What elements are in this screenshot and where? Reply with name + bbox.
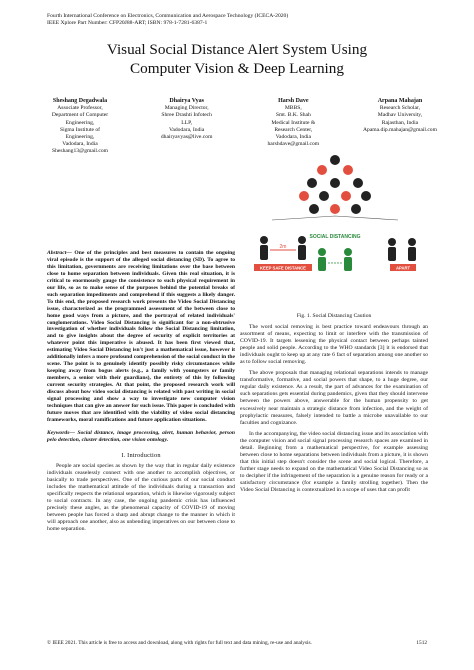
keywords-label: Keywords— [47,429,75,436]
conference-line: Fourth International Conference on Electronics, Communication and Aerospace Technology (ICECA-2020) [47,13,289,19]
author-2 [137,98,237,156]
section-heading: I. Introduction [121,451,161,459]
keywords [47,430,235,444]
author-name: Arpana Mahajan [377,98,423,104]
apart-label: APART [395,265,411,271]
keywords-text: Social distance, image processing, alert, human behavior, person pelo detection, cluster detection, one vision ontology. [47,429,235,443]
paragraph: The word social removing is best practice toward endeavours through an assortment of means, expecting to limit or interfere with the transmission of COVID-19. It targets lessening the physical contact between perhaps tainted people and solid people. According to the WHO standards [3] it is endorsed that individuals ought to keep up at any rate 6 fact of separation among one another so as to follow social removing. [240,324,428,366]
figure-caption: Fig. 1. Social Distancing Caution [296,313,372,319]
abstract [47,250,235,424]
author-affil: Engineering, [65,119,95,126]
paragraph: People are social species as shown by the way that in regular daily existence individuals ceaselessly connect with one another to accomplish objectives, or basically to trade perspectives. One of the curious parts of our social conduct includes the mathematical attitude of the individuals during a transaction and specifically respects the relational separation, which is likewise vigorously subject to social contracts. In any case, the ongoing pandemic crisis has influenced precisely these angles, as the phenomenal capacity of COVID-19 of moving between people has forced a sharp and abrupt change to the manner in which it will approach one another, also as unbending imperatives on our between close to home separation. [47,462,235,533]
author-affil: Research Scholar, [379,105,421,112]
copyright-notice: © IEEE 2021. This article is free to access and download, along with rights for full text and data mining, re-use and analysis. [47,640,312,646]
paper-title [0,40,474,78]
author-name: Dhairya Vyas [169,98,204,104]
left-column [47,250,235,537]
title-line-2: Computer Vision & Deep Learning [130,60,344,77]
author-affil: Associate Professor, [57,105,103,112]
author-email: dhairyavyas@live.com [160,134,213,141]
author-affil: Medical Institute & [271,119,316,126]
paragraph: In the accompanying, the video social distancing issue and its association with the computer vision and social signal processing research spaces are examined in detail. Beginning from a mathematical perspective, for example assessing between close to home separations between individuals from a picture, it is shown that this initial step doesn't consider the scene and social logical. Therefore, a further stage needs to expand on the mathematical Video Social Distancing so as to decipher if the infringement of the separation is a genuine reason for ready or a satisfactory circumstance (for example a family strolling together). Then the Video Social Distancing is contextualized in a scope of uses that can profit [240,430,428,494]
right-column [240,324,428,498]
social-distancing-label: SOCIAL DISTANCING [309,234,361,240]
author-affil: Vadodara, India [168,126,205,133]
conference-header [47,13,288,27]
author-affil: LLP, [181,119,193,126]
author-name: Harsh Dave [278,98,309,104]
author-affil: Vadodara, India [62,141,98,148]
author-affil: Engineering, [65,134,95,141]
paragraph: The above proposals that managing relational separations intends to manage transformative, formative, and social powers that shape, to a huge degree, our regular daily existence. As a result, the part of advances for the examination of such separations gets essential during pandemics, given that they should intervene between the powers above, answerable for the human propensity to get excessively near maintain a strategic distance from infection, and the weight of prophylactic measures, falsely intended to battle a microbe unavailable to our faculties and cognizance. [240,370,428,426]
author-email: Apama.dip.mahajan@gmail.com [362,126,437,133]
author-4 [350,98,450,156]
author-affil: Research Center, [274,126,313,133]
author-email: harshdave@gmail.com [267,141,320,148]
author-name: Sheshang Degadwala [52,98,108,104]
author-affil: Department of Computer [51,112,109,119]
distance-label: 2m [279,244,287,250]
author-block [30,98,450,156]
author-affil: Madhav University, [377,112,423,119]
keep-safe-distance-label: KEEP SAFE DISTANCE [260,265,306,271]
isbn-line: IEEE Xplore Part Number: CFP20J88-ART; ISBN: 978-1-7281-6387-1 [47,20,208,26]
keep-distance-panel [254,236,312,271]
author-3 [243,98,343,156]
crowd-illustration [272,155,398,220]
social-distancing-figure [242,150,428,308]
author-affil: Managing Director, [164,105,209,112]
author-affil: Sigma Institute of [59,126,101,133]
author-affil: Vadodara, India [275,134,312,141]
footer [47,640,427,646]
abstract-text: One of the principles and best measures to contain the ongoing viral episode is the support of the alleged social distancing (SD). To agree to this limitation, governments are receiving limitations over the base between close to home separation between individuals. Given this real situation, it is critical to enormously gauge the consistence to such physical requirement in our life, so as to make sense of the purposes behind the potential breaks of such separation impediments and comprehend if this suggests a likely danger. To this end, the proposed research work presents the Video Social Distancing issue, characterized as the programmed assessment of the between close to home good ways from a picture, and the portrayal of related individuals' conglomerations. Video Social Distancing is significant for a non-obtrusive investigation of whether individuals follow the Social Distancing limitation, and to give insights about the degree of security of explicit territories at whatever point this imperative is abused. It has been first viewed that, estimating Video Social Distancing isn't just a mathematical issue, however it additionally infers a more profound comprehension of the social conduct in the scene. The point is to genuinely identify possibly risky circumstances while keeping away from bogus alerts (e.g., a family with youngsters or family members, a senior with their guardians), the entirety of this by following current security strategies. At that point, the proposed research work will discuss about how video social distancing is related with past writing in social signal processing and show a way to investigate new computer vision techniques that can give an answer for such issue. This paper is concluded with future moves that are identified with the viability of video social distancing frameworks, moral ramifications and future application situations. [47,250,235,423]
author-email: Sheshang13@gmail.com [52,148,108,155]
title-line-1: Visual Social Distance Alert System Using [106,41,368,58]
social-distancing-panel [310,234,361,271]
author-1 [30,98,130,156]
author-affil: Shree Drashti Infotech [161,112,212,119]
page-number: 1512 [416,640,427,646]
author-affil: MBBS, [284,105,302,112]
author-affil: Rajasthan, India [381,119,419,126]
apart-panel [388,238,416,271]
author-affil: Smt. B.K. Shah [275,112,311,119]
abstract-label: Abstract— [47,250,72,256]
